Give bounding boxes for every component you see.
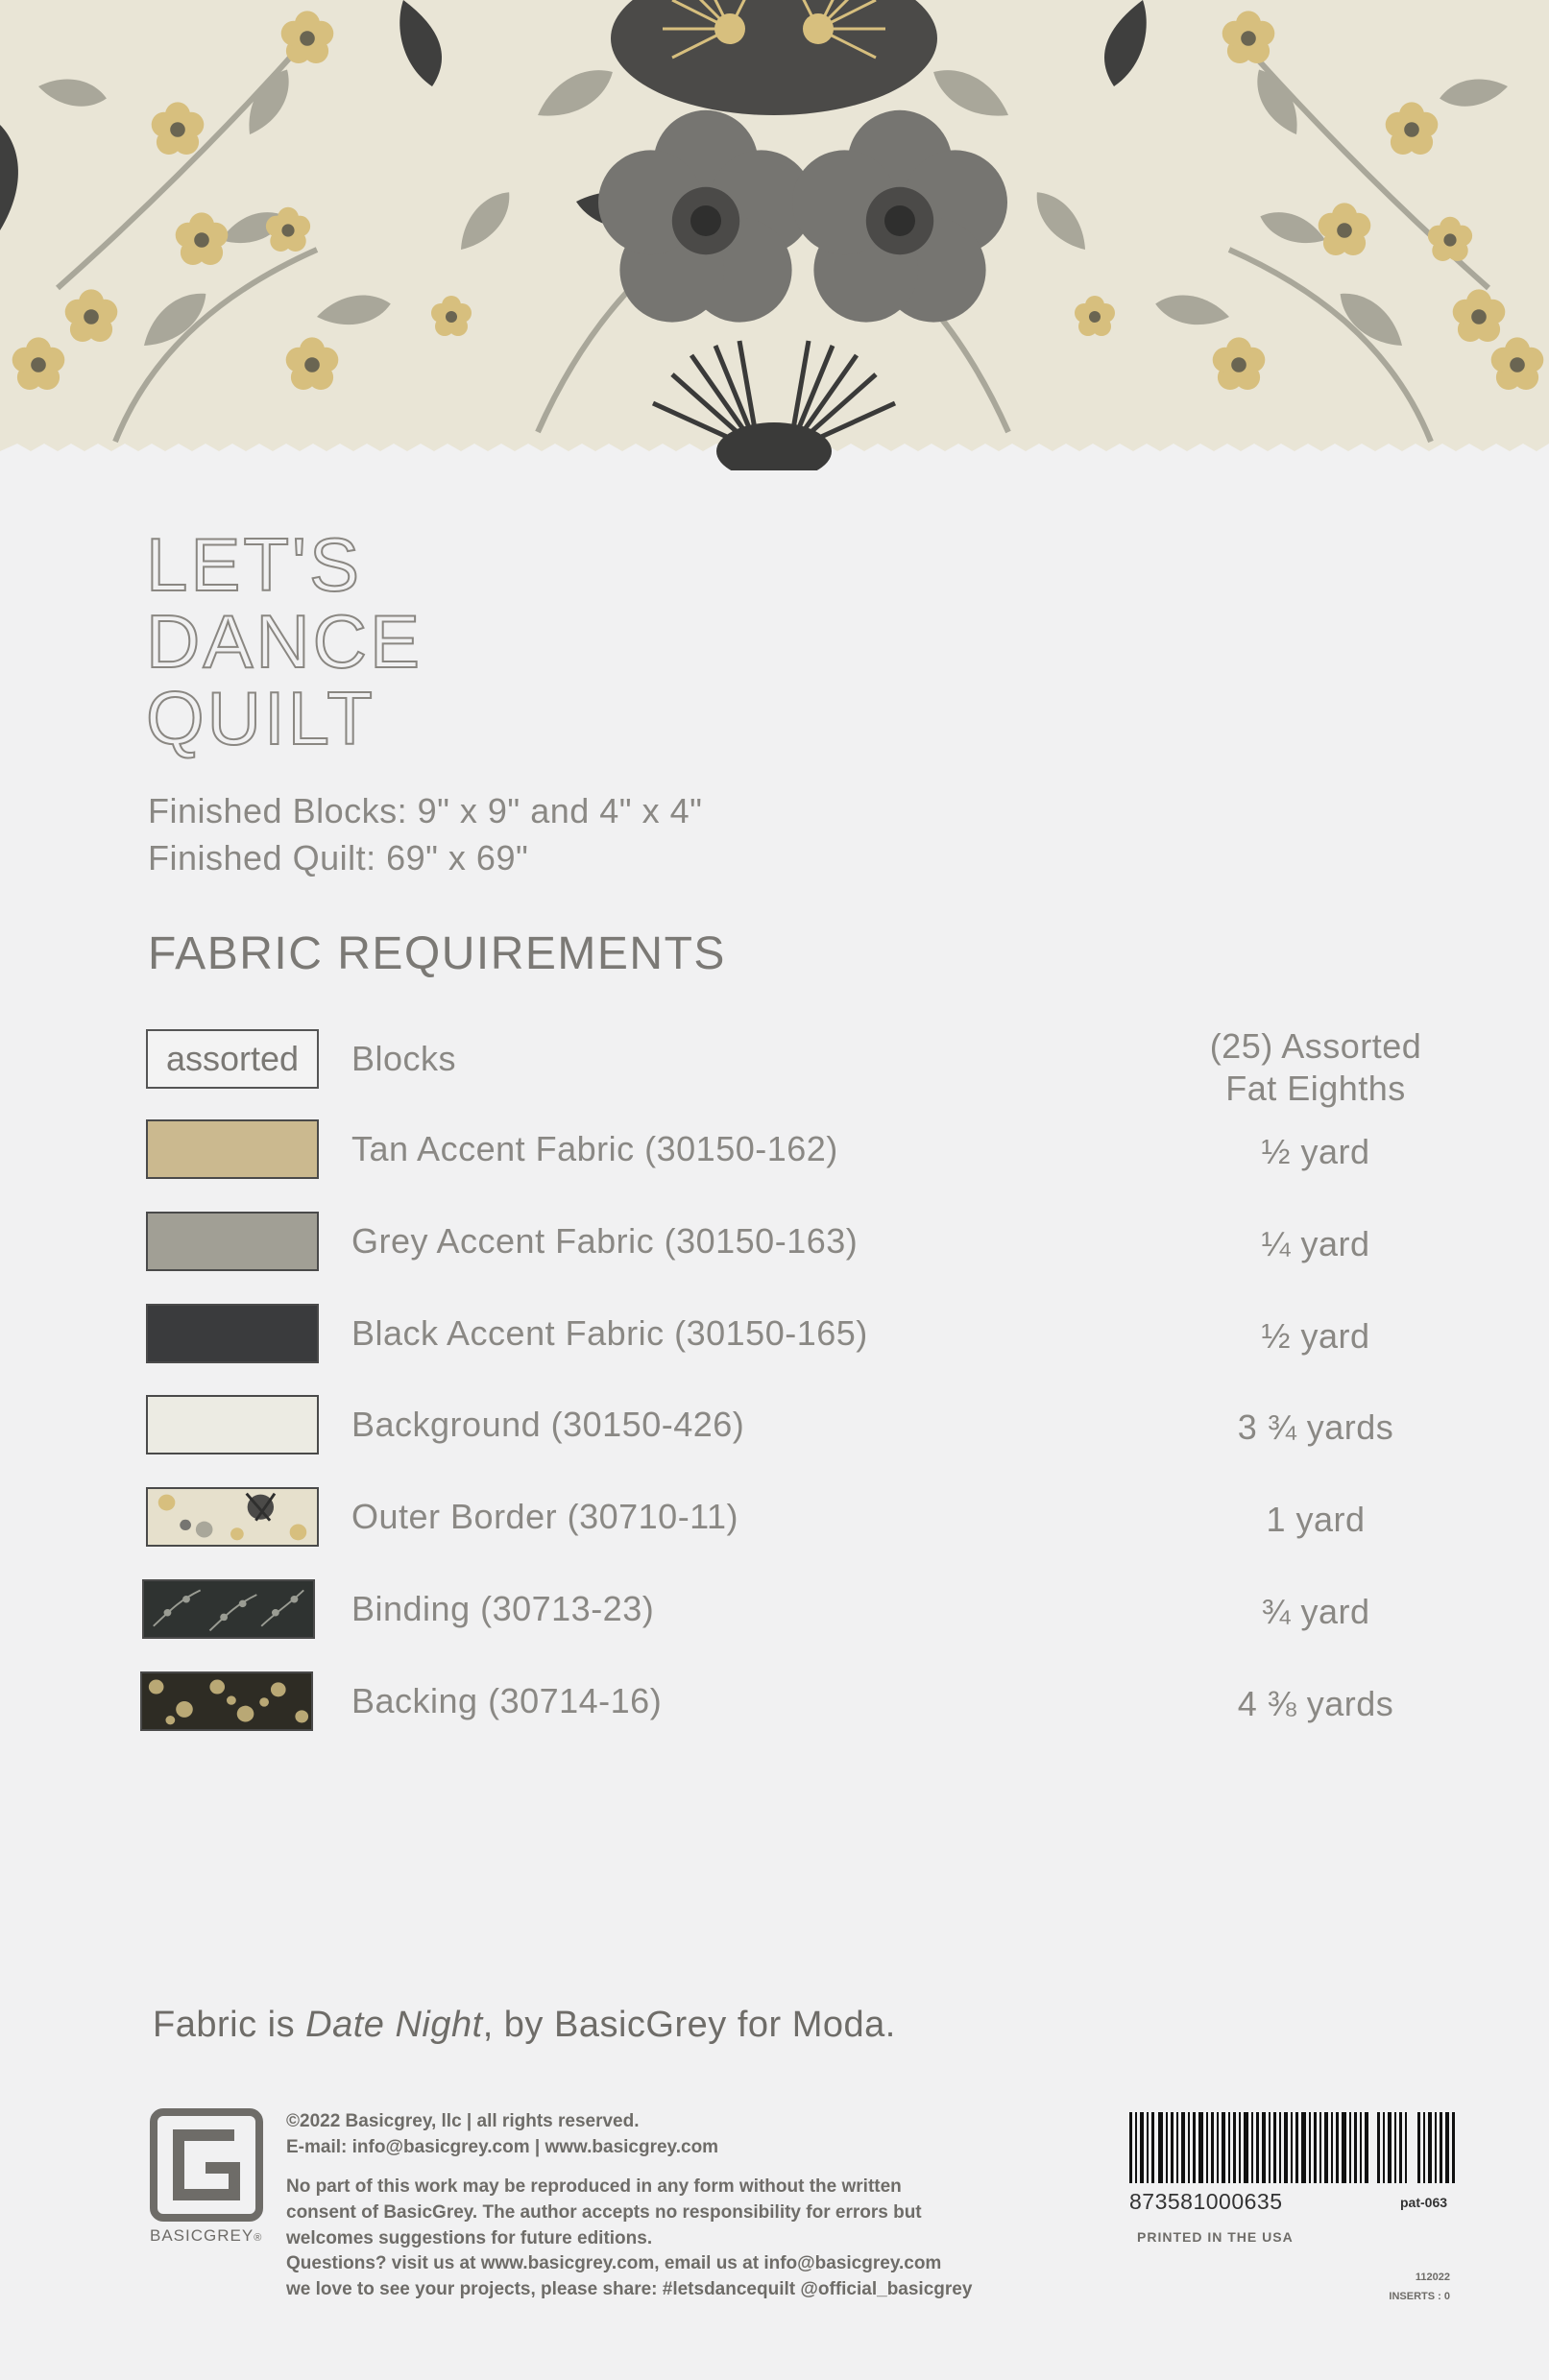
fabric-note-suffix: , by BasicGrey for Moda.: [482, 2005, 896, 2045]
finished-blocks-spec: Finished Blocks: 9" x 9" and 4" x 4": [148, 791, 703, 830]
fabric-row-grey: [0, 1212, 1549, 1288]
fabric-name: Outer Border (30710-11): [351, 1497, 739, 1536]
print-code-line-1: 112022: [1415, 2272, 1450, 2283]
fabric-collection-name: Date Night: [305, 2005, 483, 2045]
fabric-row-background: [0, 1395, 1549, 1472]
print-code: [1389, 2268, 1450, 2306]
pattern-code: pat-063: [1400, 2195, 1448, 2210]
fabric-name: Blocks: [351, 1039, 457, 1078]
title-line-2: DANCE: [146, 599, 424, 684]
brand-registered-mark: ®: [254, 2232, 263, 2244]
fabric-quantity-line-2: Fat Eighths: [1225, 1069, 1406, 1108]
notice-line: No part of this work may be reproduced in any form without the written: [286, 2176, 902, 2197]
fabric-name: Black Accent Fabric (30150-165): [351, 1313, 868, 1353]
fabric-name: Binding (30713-23): [351, 1589, 655, 1628]
brand-name: [150, 2226, 262, 2246]
title-line-3: QUILT: [146, 676, 375, 760]
fabric-collection-note: [153, 2005, 896, 2046]
fabric-row-backing: [0, 1671, 1549, 1748]
fabric-note-prefix: Fabric is: [153, 2005, 306, 2045]
background-swatch: [146, 1395, 319, 1454]
grey-swatch: [146, 1212, 319, 1271]
finished-quilt-spec: Finished Quilt: 69" x 69": [148, 838, 529, 877]
outer-border-swatch: [146, 1487, 319, 1547]
fabric-row-black: [0, 1304, 1549, 1381]
basicgrey-logo-icon: [150, 2108, 263, 2222]
fabric-name: Tan Accent Fabric (30150-162): [351, 1129, 838, 1168]
copyright-block: [286, 2108, 718, 2160]
fabric-quantity: ¾ yard: [1261, 1592, 1370, 1631]
print-code-line-2: INSERTS : 0: [1389, 2291, 1450, 2302]
notice-line: welcomes suggestions for future editions.: [286, 2228, 653, 2248]
fabric-quantity: ½ yard: [1261, 1316, 1370, 1356]
assorted-swatch: assorted: [146, 1029, 319, 1089]
binding-swatch: [142, 1579, 315, 1639]
copyright-line: ©2022 Basicgrey, llc | all rights reserved.: [286, 2111, 640, 2131]
notice-line: consent of BasicGrey. The author accepts no responsibility for errors but: [286, 2202, 922, 2223]
fabric-name: Background (30150-426): [351, 1405, 745, 1444]
fabric-quantity-line-1: (25) Assorted: [1209, 1026, 1422, 1066]
reproduction-notice: [286, 2174, 922, 2251]
questions-line: Questions? visit us at www.basicgrey.com, email us at info@basicgrey.com: [286, 2253, 942, 2273]
fabric-quantity: [1133, 1025, 1498, 1110]
pattern-title: [146, 522, 424, 760]
barcode-number: 873581000635: [1129, 2189, 1283, 2214]
backing-swatch: [140, 1671, 313, 1731]
fabric-row-binding: [0, 1579, 1549, 1656]
share-line: we love to see your projects, please share: #letsdancequilt @official_basicgrey: [286, 2279, 973, 2299]
title-line-1: LET'S: [146, 522, 362, 607]
email-line: E-mail: info@basicgrey.com | www.basicgrey.com: [286, 2137, 719, 2157]
barcode: [1129, 2112, 1456, 2183]
tan-swatch: [146, 1119, 319, 1179]
fabric-quantity: ½ yard: [1261, 1132, 1370, 1171]
fabric-requirements-heading: FABRIC REQUIREMENTS: [148, 928, 726, 979]
fabric-name: Backing (30714-16): [351, 1681, 663, 1720]
fabric-quantity: ¼ yard: [1261, 1224, 1370, 1263]
fabric-quantity: 1 yard: [1266, 1500, 1366, 1539]
fabric-row-tan: [0, 1119, 1549, 1196]
fabric-row-blocks: [0, 1025, 1549, 1108]
fabric-quantity: 3 ¾ yards: [1237, 1407, 1394, 1447]
floral-header-image: [0, 0, 1549, 470]
contact-block: [286, 2250, 972, 2302]
fabric-row-outer-border: [0, 1487, 1549, 1564]
brand-name-text: BASICGREY: [150, 2226, 254, 2245]
printed-in-usa: PRINTED IN THE USA: [1137, 2229, 1294, 2245]
fabric-name: Grey Accent Fabric (30150-163): [351, 1221, 859, 1261]
fabric-quantity: 4 ⅜ yards: [1237, 1684, 1394, 1723]
black-swatch: [146, 1304, 319, 1363]
